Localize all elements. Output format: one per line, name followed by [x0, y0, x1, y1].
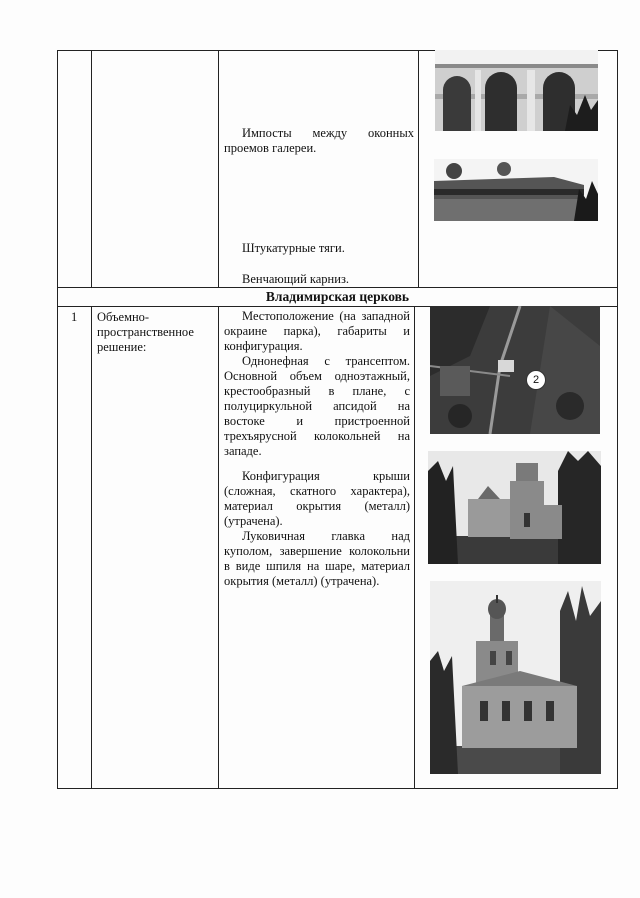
table-left-border	[57, 50, 58, 788]
row-category-label: Объемно-пространственное решение:	[97, 310, 194, 354]
heading-row-top	[57, 287, 618, 288]
row-text-roof: Конфигурация крыши (сложная, скатного характера), материал окрытия (металл) (утрачена).	[224, 469, 410, 528]
upper-text-imposts: Импосты между оконных проемов галереи.	[224, 126, 414, 155]
facade-windows-photo	[435, 50, 598, 131]
aerial-map-photo	[430, 306, 600, 434]
table-col1-divider	[91, 50, 92, 287]
row-text-location: Местоположение (на западной окраине парка), габариты и конфигурация.	[224, 309, 410, 353]
church-ruin-photo	[428, 451, 601, 564]
table-col3-divider-lower	[414, 306, 415, 788]
table-col2-divider	[218, 50, 219, 287]
cornice-photo	[434, 159, 598, 221]
table-col2-divider-lower	[218, 306, 219, 788]
upper-text-karniz: Венчающий карниз.	[242, 272, 350, 286]
table-col1-divider-lower	[91, 306, 92, 788]
row-text-dome: Луковичная главка над куполом, завершение колокольни в виде шпиля на шаре, материал окрытия (металл) (утрачена).	[224, 529, 410, 588]
row-text-structure: Однонефная с трансептом. Основной объем одноэтажный, крестообразный в плане, с полуциркульной апсидой на востоке и пристроенной трехъярусной колокольней на западе.	[224, 354, 410, 458]
row-number: 1	[71, 310, 78, 324]
table-bottom-border	[57, 788, 618, 789]
table-right-border	[617, 50, 618, 788]
section-heading: Владимирская церковь	[265, 289, 410, 304]
map-marker: 2	[526, 370, 546, 390]
church-historical-photo	[430, 581, 601, 774]
table-col3-divider	[418, 50, 419, 287]
upper-text-tyagi: Штукатурные тяги.	[242, 241, 345, 255]
